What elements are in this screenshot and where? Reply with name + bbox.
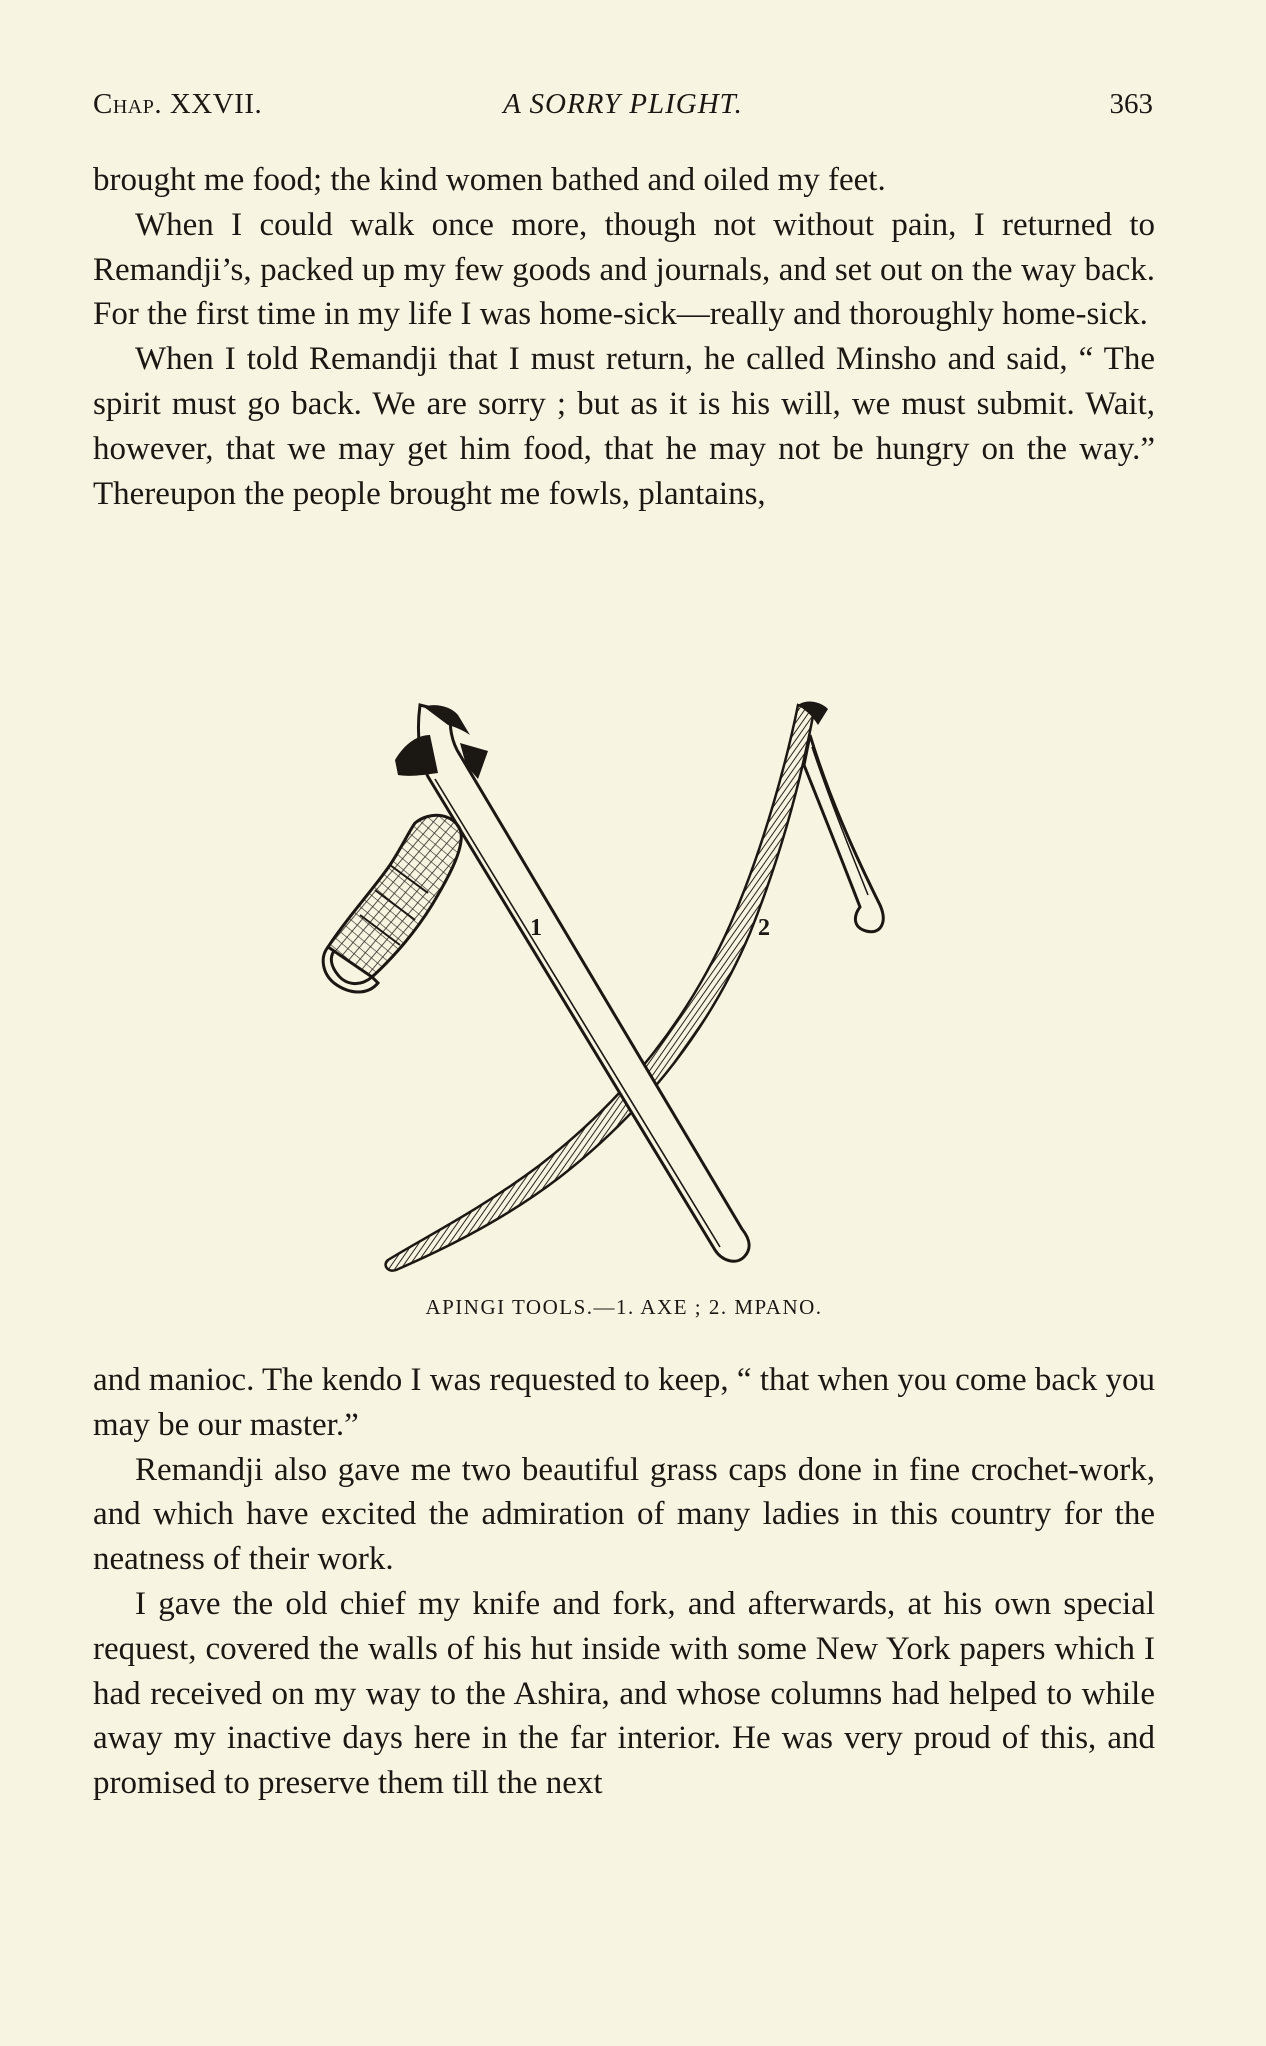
text-block-top xyxy=(93,158,1155,516)
figure-label-1: 1 xyxy=(530,915,542,941)
chapter-label: Chap. XXVII. xyxy=(93,88,263,120)
text-block-bottom xyxy=(93,1358,1155,1806)
paragraph: When I told Remandji that I must return, he called Minsho and said, “ The spirit must go back. We are sorry ; but as it is his will, we must submit. Wait, however, that we may get him food, that he may not be hungry on the way.” Thereupon the people brought me fowls, plantains, xyxy=(93,341,1155,512)
paragraph: When I could walk once more, though not without pain, I returned to Remandji’s, packed up my few goods and journals, and set out on the way back. For the first time in my life I was home-sick—really and thoroughly home-sick. xyxy=(93,206,1155,333)
axe-and-mpano-engraving xyxy=(320,695,940,1295)
paragraph: brought me food; the kind women bathed and oiled my feet. xyxy=(93,162,886,198)
paragraph: I gave the old chief my knife and fork, and afterwards, at his own special request, covered the walls of his hut inside with some New York papers which I had received on my way to the Ashira, and whose columns had helped to while away my inactive days here in the far interior. He was very proud of this, and promised to preserve them till the next xyxy=(93,1585,1155,1802)
figure-label-2: 2 xyxy=(758,915,770,941)
paragraph: Remandji also gave me two beautiful grass caps done in fine crochet-work, and which have excited the admiration of many ladies in this country for the neatness of their work. xyxy=(93,1451,1155,1578)
figure-caption: APINGI TOOLS.—1. AXE ; 2. MPANO. xyxy=(425,1295,823,1319)
page-number: 363 xyxy=(1109,88,1153,120)
chapter-title: A SORRY PLIGHT. xyxy=(503,88,743,120)
tools-illustration xyxy=(320,695,940,1295)
paragraph: and manioc. The kendo I was requested to keep, “ that when you come back you may be our master.” xyxy=(93,1362,1155,1443)
running-head xyxy=(93,88,1153,128)
